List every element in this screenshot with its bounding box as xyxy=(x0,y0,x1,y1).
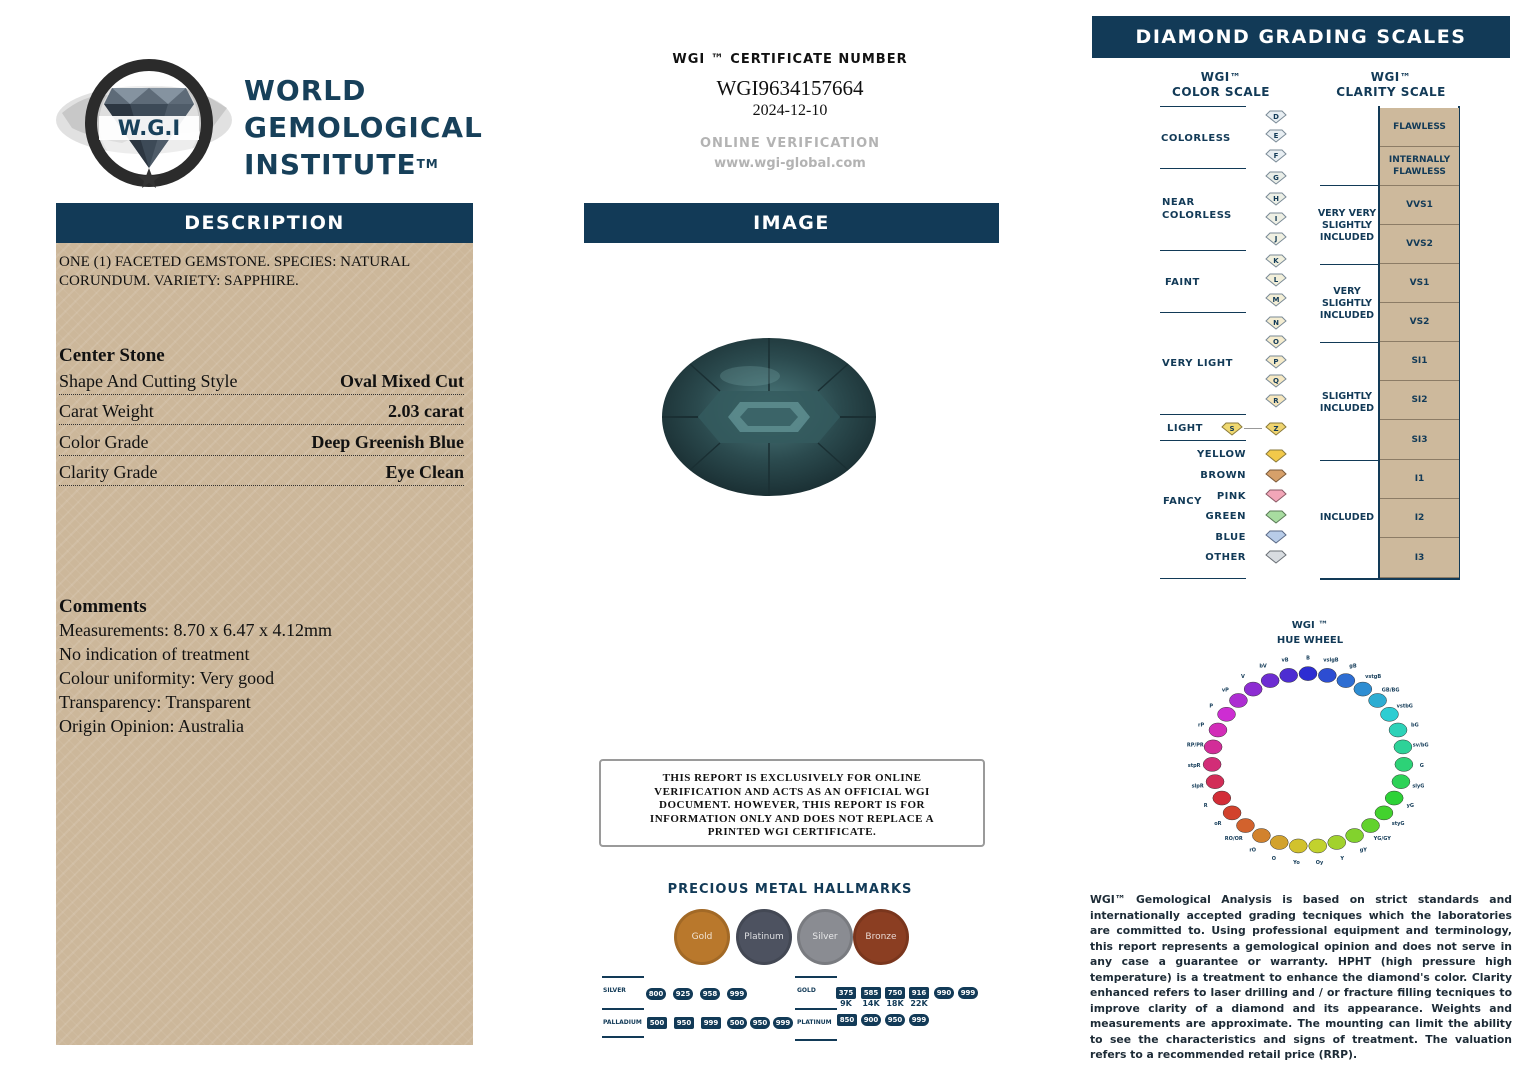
gold-karat: 18K xyxy=(886,999,904,1008)
hue-label: bG xyxy=(1411,722,1419,729)
certificate-number: WGI9634157664 xyxy=(716,76,864,100)
hue-gem xyxy=(1328,835,1346,849)
hallmark-divider xyxy=(602,1036,644,1038)
property-row-shape xyxy=(59,366,464,395)
svg-text:D: D xyxy=(1273,113,1279,121)
diamond-icon xyxy=(1264,293,1288,307)
description-header: DESCRIPTION xyxy=(56,203,473,243)
scale-divider xyxy=(1320,578,1460,580)
clarity-grade: SI1 xyxy=(1380,342,1459,381)
clarity-grade: I1 xyxy=(1380,460,1459,499)
gold-mark: 990 xyxy=(934,987,954,999)
fancy-color-label: GREEN xyxy=(1205,511,1246,522)
comment-line: Measurements: 8.70 x 6.47 x 4.12mm xyxy=(59,620,332,640)
hue-gem xyxy=(1337,674,1355,688)
clarity-grade: FLAWLESS xyxy=(1380,108,1459,147)
scale-divider xyxy=(1244,428,1262,429)
svg-text:L: L xyxy=(1273,276,1279,284)
comment-line: Colour uniformity: Very good xyxy=(59,668,275,688)
hue-gem xyxy=(1236,819,1254,833)
fancy-color-label: BROWN xyxy=(1200,470,1246,481)
hallmark-divider xyxy=(795,1039,837,1041)
gold-mark: 999 xyxy=(958,987,978,999)
hue-label: slpR xyxy=(1191,783,1204,790)
hue-label: oR xyxy=(1214,820,1222,827)
hue-label: vB xyxy=(1281,657,1289,664)
scale-divider xyxy=(1160,440,1246,441)
hue-label: vslgB xyxy=(1323,657,1339,664)
clarity-group-label: SLIGHTLY INCLUDED xyxy=(1319,391,1375,414)
clarity-grade: VS2 xyxy=(1380,303,1459,342)
diamond-icon xyxy=(1264,273,1288,287)
gold-mark: 585 xyxy=(861,987,881,999)
hue-gem xyxy=(1261,674,1279,688)
silver-mark: 800 xyxy=(646,988,666,1000)
wgi-logo xyxy=(52,58,482,188)
gold-mark: 750 xyxy=(885,987,905,999)
hue-gem xyxy=(1270,835,1288,849)
online-verification-label: ONLINE VERIFICATION xyxy=(699,136,881,151)
certificate-number-label: WGI ™ CERTIFICATE NUMBER xyxy=(672,52,908,67)
pink-diamond-icon xyxy=(1264,489,1288,503)
clarity-grade: SI2 xyxy=(1380,381,1459,420)
gemstone-image xyxy=(660,336,878,498)
hue-gem xyxy=(1346,829,1364,843)
scale-divider xyxy=(1320,460,1380,461)
gold-label: GOLD xyxy=(797,987,816,994)
color-group-label: FANCY xyxy=(1163,496,1202,507)
hue-label: stpR xyxy=(1187,763,1201,770)
diamond-icon xyxy=(1220,422,1244,436)
hue-label: O xyxy=(1271,855,1277,862)
hue-label: rO xyxy=(1249,847,1257,854)
clarity-group-label: VERY SLIGHTLY INCLUDED xyxy=(1319,286,1375,321)
hue-label: Oy xyxy=(1315,860,1324,867)
hue-label: RO/OR xyxy=(1224,835,1243,842)
diamond-icon xyxy=(1264,232,1288,246)
property-label: Carat Weight xyxy=(59,401,154,421)
hallmark-divider xyxy=(602,1008,644,1010)
fancy-color-label: PINK xyxy=(1216,491,1246,502)
clarity-grade: I3 xyxy=(1380,538,1459,578)
clarity-group-label: VERY VERY SLIGHTLY INCLUDED xyxy=(1317,208,1377,243)
gold-karat: 9K xyxy=(840,999,852,1008)
color-group-label: COLORLESS xyxy=(1161,133,1231,144)
hue-gem xyxy=(1385,791,1403,805)
hue-wheel-title: WGI ™ HUE WHEEL xyxy=(1276,620,1344,646)
brown-diamond-icon xyxy=(1264,469,1288,483)
palladium-mark: 500 xyxy=(647,1017,667,1029)
svg-text:M: M xyxy=(1272,296,1280,304)
silver-label: SILVER xyxy=(603,987,626,994)
silver-mark: 958 xyxy=(700,988,720,1000)
hue-label: yG xyxy=(1406,803,1415,810)
hue-gem xyxy=(1223,806,1241,820)
hue-label: vstgB xyxy=(1365,673,1382,680)
scale-divider xyxy=(1160,578,1246,579)
svg-text:N: N xyxy=(1273,319,1279,327)
hue-wheel-diagram xyxy=(1160,640,1460,880)
institute-name-line3: INSTITUTE™ xyxy=(244,148,439,181)
grading-scales-header: DIAMOND GRADING SCALES xyxy=(1092,16,1510,58)
gold-mark: 916 xyxy=(909,987,929,999)
property-row-color xyxy=(59,427,464,456)
hue-gem xyxy=(1394,740,1412,754)
property-label: Clarity Grade xyxy=(59,462,158,482)
gold-mark: 375 xyxy=(836,987,856,999)
svg-text:J: J xyxy=(1274,235,1278,243)
palladium-mark: 999 xyxy=(701,1017,721,1029)
hue-gem xyxy=(1395,757,1413,771)
hue-gem xyxy=(1354,682,1372,696)
clarity-grade: INTERNALLY FLAWLESS xyxy=(1380,147,1459,186)
hue-gem xyxy=(1318,668,1336,682)
institute-name-line1: WORLD xyxy=(244,74,367,107)
hue-gem xyxy=(1213,791,1231,805)
hue-label: vstbG xyxy=(1396,703,1413,710)
online-verification-notice: THIS REPORT IS EXCLUSIVELY FOR ONLINE VERIFICATION AND ACTS AS AN OFFICIAL WGI DOCUMENT. HOWEVER, THIS REPORT IS FOR INFORMATION ONLY AND DOES NOT REPLACE A PRINTED WGI CERTIFICATE. xyxy=(599,759,985,847)
hue-gem xyxy=(1280,668,1298,682)
hallmarks-title: PRECIOUS METAL HALLMARKS xyxy=(667,882,913,897)
svg-text:R: R xyxy=(1273,397,1279,405)
hue-gem xyxy=(1209,723,1227,737)
hue-gem xyxy=(1369,693,1387,707)
scale-divider xyxy=(1320,342,1380,343)
property-value: Eye Clean xyxy=(385,462,464,482)
svg-text:Q: Q xyxy=(1273,377,1279,385)
hue-gem xyxy=(1375,806,1393,820)
clarity-grade: SI3 xyxy=(1380,420,1459,460)
hue-gem xyxy=(1204,740,1222,754)
hue-gem xyxy=(1218,707,1236,721)
hue-label: R xyxy=(1203,803,1208,810)
gold-medal: Gold xyxy=(674,909,730,965)
certificate-date: 2024-12-10 xyxy=(752,102,828,119)
trademark: TM xyxy=(416,157,439,171)
hue-label: vP xyxy=(1221,687,1229,694)
platinum-medal: Platinum xyxy=(736,909,792,965)
gold-karat: 14K xyxy=(862,999,880,1008)
gold-karat: 22K xyxy=(910,999,928,1008)
property-row-clarity xyxy=(59,457,464,486)
hue-gem xyxy=(1362,819,1380,833)
scale-divider xyxy=(1160,106,1246,107)
silver-mark: 999 xyxy=(727,988,747,1000)
clarity-grade: VVS1 xyxy=(1380,186,1459,225)
institute-name-line2: GEMOLOGICAL xyxy=(244,111,483,144)
hue-label: gB xyxy=(1349,663,1357,670)
scale-divider xyxy=(1160,312,1246,313)
other-diamond-icon xyxy=(1264,550,1288,564)
property-label: Shape And Cutting Style xyxy=(59,371,238,391)
diamond-icon xyxy=(1264,394,1288,408)
diamond-icon xyxy=(1264,355,1288,369)
diamond-icon xyxy=(1264,335,1288,349)
wgi-seal-icon xyxy=(52,58,237,188)
palladium-mark: 500 xyxy=(727,1017,747,1029)
property-value: Oval Mixed Cut xyxy=(340,371,464,391)
svg-text:P: P xyxy=(1273,358,1279,366)
comment-line: Transparency: Transparent xyxy=(59,692,251,712)
platinum-label: PLATINUM xyxy=(797,1019,832,1026)
diamond-icon xyxy=(1264,129,1288,143)
hue-label: B xyxy=(1306,655,1310,662)
hue-gem xyxy=(1252,829,1270,843)
hallmark-divider xyxy=(795,976,837,978)
legal-disclaimer: WGI™ Gemological Analysis is based on strict standards and internationally accepted grading tecniques which the laboratories are committed to. Using professional equipment and terminology, this report represents a gemological opinion and does not serve in any case a guarantee or warranty. HPHT (high pressure high temperature) is a treatment to enhance the diamond's color. Clarity enhanced refers to laser drilling and / or fracture filling tecniques to improve clarity of a diamond and its appearance. Weights and measurements are approximate. The mounting can limit the ability to see the characteristics and signs of treatment. The valuation refers to a recommended retail price (RRP). xyxy=(1090,893,1512,1061)
comment-line: Origin Opinion: Australia xyxy=(59,716,244,736)
blue-diamond-icon xyxy=(1264,530,1288,544)
hue-label: gY xyxy=(1359,847,1367,854)
diamond-icon xyxy=(1264,192,1288,206)
diamond-icon xyxy=(1264,422,1288,436)
svg-text:I: I xyxy=(1274,215,1278,223)
fancy-color-label: OTHER xyxy=(1205,552,1246,563)
property-label: Color Grade xyxy=(59,432,149,452)
diamond-icon xyxy=(1264,254,1288,268)
comments-title: Comments xyxy=(59,596,147,617)
fancy-color-label: YELLOW xyxy=(1197,449,1246,460)
svg-text:F: F xyxy=(1273,152,1279,160)
hue-label: bV xyxy=(1259,663,1267,670)
yellow-diamond-icon xyxy=(1264,449,1288,463)
svg-text:E: E xyxy=(1273,132,1279,140)
clarity-group-label: INCLUDED xyxy=(1319,512,1375,523)
palladium-mark: 950 xyxy=(750,1017,770,1029)
svg-text:H: H xyxy=(1273,195,1279,203)
hue-label: slyG xyxy=(1412,783,1425,790)
diamond-icon xyxy=(1264,149,1288,163)
diamond-icon xyxy=(1264,212,1288,226)
svg-text:G: G xyxy=(1273,174,1279,182)
platinum-mark: 900 xyxy=(861,1014,881,1026)
svg-text:Z: Z xyxy=(1273,425,1279,433)
property-row-carat xyxy=(59,396,464,425)
hue-label: styG xyxy=(1391,820,1405,827)
svg-text:W.G.I: W.G.I xyxy=(117,116,181,140)
hue-gem xyxy=(1389,723,1407,737)
color-group-label: LIGHT xyxy=(1167,423,1203,434)
color-scale-title: WGI™ COLOR SCALE xyxy=(1172,70,1270,99)
image-header: IMAGE xyxy=(584,203,999,243)
clarity-grade: VS1 xyxy=(1380,264,1459,303)
hue-gem xyxy=(1289,839,1307,853)
palladium-mark: 950 xyxy=(674,1017,694,1029)
platinum-mark: 999 xyxy=(909,1014,929,1026)
verification-url-link[interactable]: www.wgi-global.com xyxy=(714,156,866,171)
description-text: ONE (1) FACETED GEMSTONE. SPECIES: NATURAL CORUNDUM. VARIETY: SAPPHIRE. xyxy=(59,254,410,289)
hue-label: rP xyxy=(1198,722,1205,729)
hue-gem xyxy=(1299,667,1317,681)
hue-label: Y xyxy=(1340,855,1344,862)
property-value: Deep Greenish Blue xyxy=(311,432,464,452)
hue-label: V xyxy=(1240,673,1245,680)
hue-label: RP/PR xyxy=(1186,742,1204,749)
diamond-icon xyxy=(1264,374,1288,388)
hue-gem xyxy=(1309,839,1327,853)
green-diamond-icon xyxy=(1264,510,1288,524)
clarity-grade: VVS2 xyxy=(1380,225,1459,264)
diamond-icon xyxy=(1264,110,1288,124)
color-group-label: NEAR COLORLESS xyxy=(1162,197,1232,221)
diamond-icon xyxy=(1264,316,1288,330)
scale-divider xyxy=(1320,264,1380,265)
hue-label: sv/bG xyxy=(1412,742,1429,749)
fancy-color-label: BLUE xyxy=(1215,532,1246,543)
silver-mark: 925 xyxy=(673,988,693,1000)
hue-gem xyxy=(1244,682,1262,696)
clarity-grade: I2 xyxy=(1380,499,1459,538)
hue-label: P xyxy=(1209,703,1214,710)
svg-text:K: K xyxy=(1273,257,1279,265)
property-value: 2.03 carat xyxy=(388,401,464,421)
hue-label: GB/BG xyxy=(1381,687,1400,694)
hallmark-divider xyxy=(602,976,644,978)
platinum-mark: 950 xyxy=(885,1014,905,1026)
institute-name xyxy=(244,72,483,183)
hue-label: YG/GY xyxy=(1373,835,1391,842)
diamond-icon xyxy=(1264,171,1288,185)
palladium-label: PALLADIUM xyxy=(603,1019,642,1026)
hue-gem xyxy=(1229,693,1247,707)
hallmark-divider xyxy=(795,1008,837,1010)
hue-gem xyxy=(1203,757,1221,771)
hue-gem xyxy=(1206,775,1224,789)
hue-label: G xyxy=(1419,763,1424,770)
palladium-mark: 999 xyxy=(773,1017,793,1029)
center-stone-title: Center Stone xyxy=(59,345,165,366)
scale-divider xyxy=(1160,250,1246,251)
hue-gem xyxy=(1392,775,1410,789)
svg-text:S: S xyxy=(1229,425,1235,433)
scale-divider xyxy=(1160,168,1246,169)
description-panel xyxy=(56,243,473,1045)
scale-divider xyxy=(1160,414,1246,415)
scale-divider xyxy=(1320,185,1380,186)
color-group-label: VERY LIGHT xyxy=(1162,358,1233,369)
comment-line: No indication of treatment xyxy=(59,644,250,664)
bronze-medal: Bronze xyxy=(853,909,909,965)
svg-text:O: O xyxy=(1273,338,1279,346)
silver-medal: Silver xyxy=(797,909,853,965)
hue-label: Yo xyxy=(1293,860,1300,867)
platinum-mark: 850 xyxy=(837,1014,857,1026)
clarity-scale-title: WGI™ CLARITY SCALE xyxy=(1336,70,1446,99)
color-group-label: FAINT xyxy=(1165,277,1200,288)
